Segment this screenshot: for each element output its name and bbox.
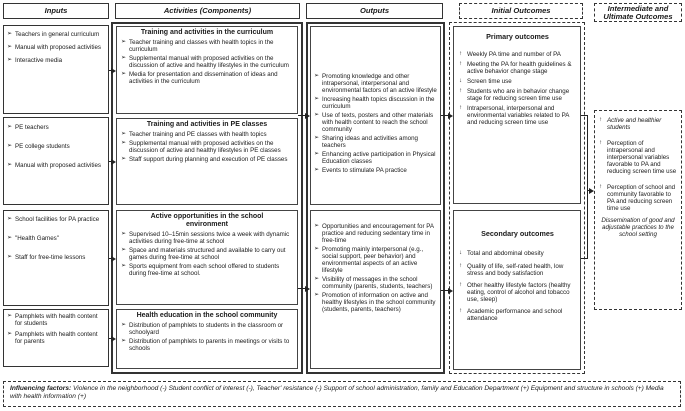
- activity-item: ➢ Staff support during planning and execution of PE classes: [121, 156, 288, 163]
- input-item: ➢ Interactive media: [7, 57, 63, 64]
- activity-title: Health education in the school community: [136, 312, 278, 319]
- output-item: ➢ Opportunities and encouragement for PA practice and reducing sedentary time in free-time: [314, 223, 434, 244]
- primary-outcomes-title: Primary outcomes: [486, 32, 549, 41]
- output-item: ➢ Promoting mainly interpersonal (e.g., social support, peer behavior) and environmental aspects of an active lifestyle: [314, 246, 424, 274]
- input-item: ➢ Pamphlets with health content for students: [7, 313, 98, 327]
- arrow-input-to-activity-1: [109, 70, 114, 71]
- outputs-bottom-group: [310, 210, 441, 369]
- header-intermediate-label: Intermediate and Ultimate Outcomes: [603, 3, 673, 21]
- connector-vertical: [587, 115, 588, 259]
- output-item: ➢ Sharing ideas and activities among teachers: [314, 135, 418, 149]
- activity-item: ➢ Distribution of pamphlets to students in the classroom or schoolyard: [121, 322, 284, 336]
- input-item: ➢ PE teachers: [7, 124, 49, 131]
- header-outputs-label: Outputs: [359, 6, 390, 16]
- activity-health-education: [116, 309, 298, 369]
- activity-title: Training and activities in the curriculum: [140, 29, 274, 36]
- outcome-item: ↑ Weekly PA time and number of PA: [459, 51, 561, 58]
- activity-item: ➢ Sports equipment from each school offered to students during free-time at school.: [121, 263, 280, 277]
- input-item: ➢ Staff for free-time lessons: [7, 254, 86, 261]
- intermediate-item: ↑ Perception of school and community favorable to PA and reducing screen time use: [599, 184, 676, 212]
- outcome-item: ↑ Students who are in behavior change stage for reducing screen time use: [459, 88, 570, 102]
- arrow-input-to-activity-3: [109, 258, 114, 259]
- activity-item: ➢ Supplemental manual with proposed activities on the discussion of active and healthy lifestyles in PE classes: [121, 140, 281, 154]
- header-initial-label: Initial Outcomes: [491, 6, 551, 16]
- header-activities: [115, 3, 300, 19]
- input-item: ➢ Teachers in general curriculum: [7, 31, 100, 38]
- activity-curriculum: [116, 26, 298, 114]
- intermediate-item: ↑ Perception of intrapersonal and interpersonal variables favorable to PA and reducing screen time use: [599, 140, 677, 175]
- outcome-item: ↑ Academic performance and school attendance: [459, 308, 563, 322]
- activity-item: ➢ Distribution of pamphlets to parents in meetings or visits to schools: [121, 338, 290, 352]
- output-item: ➢ Visibility of messages in the school community (parents, students, teachers): [314, 276, 433, 290]
- intermediate-outcomes-box: [594, 110, 682, 310]
- influencing-factors-label: Influencing factors:: [10, 385, 72, 392]
- output-item: ➢ Enhancing active participation in Physical Education classes: [314, 151, 436, 165]
- activity-item: ➢ Media for presentation and dissemination of ideas and activities in the curriculum: [121, 71, 278, 85]
- input-item: ➢ Manual with proposed activities: [7, 44, 101, 51]
- influencing-factors-text: Violence in the neighborhood (-) Student conflict of interest (-), Teacher' resistance (-) Support of school administration, family and Education Department (+) Equipment and structure in schools (+) Media with health information (+): [10, 385, 664, 401]
- outcome-item: ↑ Other healthy lifestyle factors (healthy eating, control of alcohol and tobacco use, sleep): [459, 282, 571, 303]
- activity-title: Active opportunities in the school environment: [150, 213, 264, 228]
- outcome-item: ↓ Total and abdominal obesity: [459, 250, 544, 257]
- output-item: ➢ Increasing health topics discussion in the curriculum: [314, 96, 435, 110]
- arrow-initial-to-intermediate: [587, 190, 592, 191]
- intermediate-item: ↑ Active and healthier students: [599, 117, 662, 131]
- arrow-input-to-activity-2: [109, 161, 114, 162]
- input-group-pe: [3, 117, 109, 205]
- header-activities-label: Activities (Components): [163, 6, 252, 16]
- outcome-item: ↑ Quality of life, self-rated health, low stress and body satisfaction: [459, 263, 564, 277]
- input-group-health-education: [3, 309, 109, 367]
- input-item: ➢ Pamphlets with health content for parents: [7, 331, 98, 345]
- input-group-curriculum: [3, 25, 109, 114]
- output-item: ➢ Use of texts, posters and other materials with health content to reach the school community: [314, 112, 434, 133]
- activity-item: ➢ Space and materials structured and available to carry out games during free-time at school: [121, 247, 286, 261]
- intermediate-closing-text: Dissemination of good and adjustable practices to the school setting: [601, 217, 675, 239]
- input-item: ➢ Manual with proposed activities: [7, 162, 101, 169]
- secondary-outcomes: [453, 210, 581, 370]
- header-initial-outcomes: [459, 3, 583, 19]
- input-group-school-environment: [3, 210, 109, 306]
- input-item: ➢ PE college students: [7, 143, 70, 150]
- activity-title: Training and activities in PE classes: [146, 121, 268, 128]
- input-item: ➢ School facilities for PA practice: [7, 216, 100, 223]
- arrow-input-to-activity-4: [109, 338, 114, 339]
- activity-item: ➢ Teacher training and classes with health topics in the curriculum: [121, 39, 274, 53]
- outcome-item: ↑ Intrapersonal, interpersonal and environmental variables related to PA and reducing screen time use: [459, 105, 570, 126]
- activity-item: ➢ Teacher training and PE classes with health topics: [121, 131, 267, 138]
- outcome-item: ↑ Meeting the PA for health guidelines & active behavior change stage: [459, 61, 572, 75]
- outcome-item: ↓ Screen time use: [459, 78, 512, 85]
- arrow-outputs-to-primary: [441, 115, 451, 116]
- arrow-activities-to-outputs-bottom: [298, 288, 308, 289]
- output-item: ➢ Promotion of information on active and healthy lifestyles in the school community (students, parents, teachers): [314, 292, 436, 313]
- header-intermediate-outcomes: [594, 3, 682, 22]
- arrow-activities-to-outputs-top: [298, 115, 308, 116]
- header-inputs: [3, 3, 109, 19]
- header-outputs: [306, 3, 443, 19]
- activity-item: ➢ Supplemental manual with proposed activities on the discussion of active and healthy lifestyles in the curriculum: [121, 55, 289, 69]
- activity-pe-classes: [116, 118, 298, 205]
- influencing-factors-box: [3, 381, 681, 407]
- output-item: ➢ Events to stimulate PA practice: [314, 167, 407, 174]
- output-item: ➢ Promoting knowledge and other intrapersonal, interpersonal and environmental factors of an active lifestyle: [314, 73, 437, 94]
- header-inputs-label: Inputs: [44, 6, 68, 16]
- outputs-top-group: [310, 26, 441, 205]
- secondary-outcomes-title: Secondary outcomes: [481, 229, 554, 238]
- input-item: ➢ "Health Games": [7, 235, 59, 242]
- activity-school-environment: [116, 210, 298, 305]
- arrow-outputs-to-secondary: [441, 290, 451, 291]
- primary-outcomes: [453, 26, 581, 204]
- activity-item: ➢ Supervised 10–15min sessions twice a week with dynamic activities during free-time at school: [121, 231, 290, 245]
